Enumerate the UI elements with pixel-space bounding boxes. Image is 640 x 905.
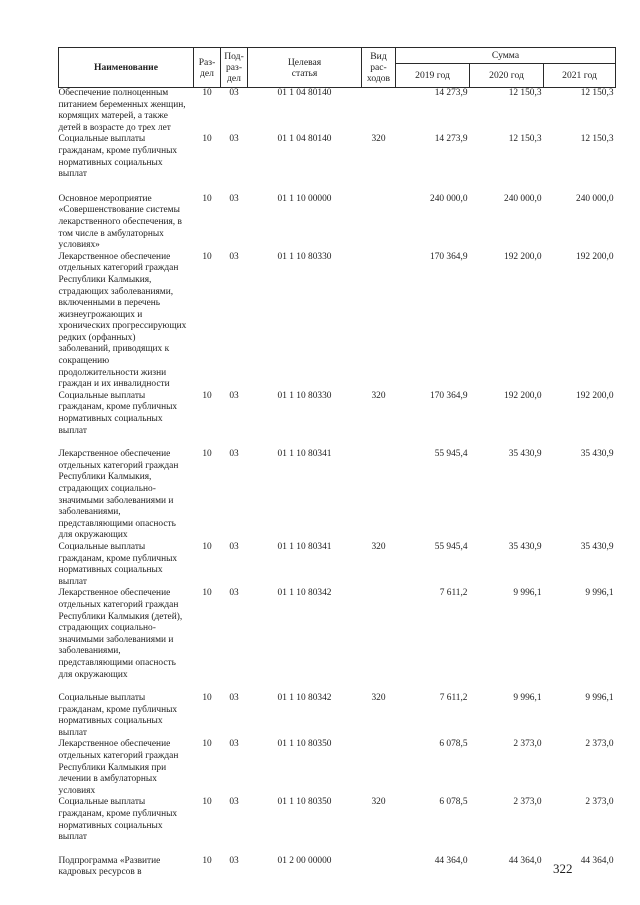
row-name: Лекарственное обеспечение отдельных категорий граждан Республики Калмыкия, страдающих заболеваниями, включенными в перечень жизнеугрожающих и хронических прогрессирующих редких (орфанных) заболеваний, приводящих к сокращению продолжительности жизни граждан и их инвалидности: [58, 251, 187, 390]
header-podrazdel: Под- раз- дел: [221, 48, 248, 88]
row-razdel: 10: [202, 588, 212, 599]
header-summa: Сумма: [396, 48, 616, 64]
row-target: 01 1 10 80341: [277, 449, 332, 460]
row-name: Социальные выплаты гражданам, кроме публичных нормативных социальных выплат: [58, 541, 178, 587]
header-target: Целевая статья: [248, 48, 362, 88]
table-row: [59, 844, 616, 879]
row-amount-2019: 170 364,9: [430, 390, 468, 401]
table-row: [59, 681, 616, 739]
row-vid: [362, 844, 396, 879]
table-row: [59, 588, 616, 681]
row-amount-2021: 240 000,0: [576, 193, 614, 204]
row-target: 01 1 10 80350: [277, 797, 332, 808]
row-podrazdel: 03: [229, 88, 239, 98]
row-target: 01 1 10 80330: [277, 390, 332, 401]
row-amount-2021: 2 373,0: [585, 739, 614, 750]
table-row: [59, 134, 616, 180]
row-amount-2020: 2 373,0: [513, 739, 542, 750]
row-podrazdel: 03: [229, 134, 239, 145]
header-razdel: Раз- дел: [194, 48, 221, 88]
row-podrazdel: 03: [229, 251, 239, 262]
row-amount-2019: 6 078,5: [439, 739, 468, 750]
row-name: Подпрограмма «Развитие кадровых ресурсов в: [58, 855, 161, 878]
table-row: [59, 181, 616, 252]
row-amount-2021: 192 200,0: [576, 251, 614, 262]
row-amount-2019: 170 364,9: [430, 251, 468, 262]
row-amount-2021: 192 200,0: [576, 390, 614, 401]
row-name: Социальные выплаты гражданам, кроме публичных нормативных социальных выплат: [58, 134, 178, 180]
row-vid: [362, 739, 396, 797]
row-amount-2021: 9 996,1: [585, 588, 614, 599]
row-razdel: 10: [202, 855, 212, 866]
row-vid: [362, 252, 396, 391]
row-amount-2021: 12 150,3: [580, 134, 614, 145]
row-name: Лекарственное обеспечение отдельных категорий граждан Республики Калмыкия (детей), страдающих социально-значимыми заболеваниями и заболеваниями, представляющими опасность для окружающих: [58, 588, 183, 680]
table-row: [59, 797, 616, 843]
row-podrazdel: 03: [229, 449, 239, 460]
row-razdel: 10: [202, 797, 212, 808]
row-amount-2020: 35 430,9: [508, 449, 542, 460]
row-target: 01 1 10 80342: [277, 588, 332, 599]
row-podrazdel: 03: [229, 541, 239, 552]
row-podrazdel: 03: [229, 855, 239, 866]
row-vid: 320: [371, 134, 386, 145]
row-vid: 320: [371, 541, 386, 552]
table-row: [59, 391, 616, 437]
row-razdel: 10: [202, 88, 212, 98]
row-name: Социальные выплаты гражданам, кроме публичных нормативных социальных выплат: [58, 693, 178, 738]
row-razdel: 10: [202, 739, 212, 750]
row-amount-2021: 35 430,9: [580, 541, 614, 552]
row-amount-2020: 35 430,9: [508, 541, 542, 552]
row-amount-2019: 14 273,9: [434, 88, 468, 98]
row-amount-2021: 12 150,3: [580, 88, 614, 98]
table-row: [59, 88, 616, 135]
row-target: 01 1 10 80350: [277, 739, 332, 750]
table-row: [59, 252, 616, 391]
row-amount-2020: 2 373,0: [513, 797, 542, 808]
row-podrazdel: 03: [229, 739, 239, 750]
row-podrazdel: 03: [229, 193, 239, 204]
row-amount-2020: 9 996,1: [513, 588, 542, 599]
row-amount-2019: 6 078,5: [439, 797, 468, 808]
row-name: Лекарственное обеспечение отдельных категорий граждан Республики Калмыкия, страдающих социально-значимыми заболеваниями и заболеваниями, представляющими опасность для окружающих: [58, 449, 179, 541]
row-target: 01 1 10 80341: [277, 541, 332, 552]
row-amount-2021: 35 430,9: [580, 449, 614, 460]
table-body: [59, 88, 616, 880]
table-row: [59, 542, 616, 588]
header-year-2020: 2020 год: [470, 64, 544, 88]
header-year-2019: 2019 год: [396, 64, 470, 88]
row-amount-2019: 55 945,4: [434, 449, 468, 460]
row-name: Социальные выплаты гражданам, кроме публичных нормативных социальных выплат: [58, 797, 178, 843]
row-amount-2020: 12 150,3: [508, 88, 542, 98]
row-name: Лекарственное обеспечение отдельных категорий граждан Республики Калмыкия при лечении в амбулаторных условиях: [58, 739, 179, 796]
table-row: [59, 437, 616, 542]
row-amount-2019: 7 611,2: [439, 693, 468, 704]
row-target: 01 1 10 80342: [277, 693, 332, 704]
row-amount-2020: 192 200,0: [504, 390, 542, 401]
table-row: [59, 739, 616, 797]
row-target: 01 1 10 80330: [277, 251, 332, 262]
row-podrazdel: 03: [229, 390, 239, 401]
row-razdel: 10: [202, 693, 212, 704]
row-target: 01 1 10 00000: [277, 193, 332, 204]
row-vid: 320: [371, 693, 386, 704]
header-name: Наименование: [59, 48, 194, 88]
row-amount-2021: 44 364,0: [580, 855, 614, 866]
row-razdel: 10: [202, 541, 212, 552]
row-amount-2020: 44 364,0: [508, 855, 542, 866]
row-razdel: 10: [202, 134, 212, 145]
header-year-2021: 2021 год: [544, 64, 616, 88]
row-name: Основное мероприятие «Совершенствование системы лекарственного обеспечения, в том числе в амбулаторных условиях»: [58, 193, 182, 251]
row-target: 01 1 04 80140: [277, 88, 332, 98]
row-amount-2021: 2 373,0: [585, 797, 614, 808]
row-amount-2019: 55 945,4: [434, 541, 468, 552]
row-amount-2020: 240 000,0: [504, 193, 542, 204]
row-amount-2021: 9 996,1: [585, 693, 614, 704]
row-razdel: 10: [202, 449, 212, 460]
row-amount-2019: 240 000,0: [430, 193, 468, 204]
row-vid: [362, 181, 396, 252]
row-vid: [362, 88, 396, 135]
budget-table: [58, 47, 616, 879]
row-name: Социальные выплаты гражданам, кроме публичных нормативных социальных выплат: [58, 390, 178, 436]
row-podrazdel: 03: [229, 588, 239, 599]
row-podrazdel: 03: [229, 693, 239, 704]
row-podrazdel: 03: [229, 797, 239, 808]
row-target: 01 1 04 80140: [277, 134, 332, 145]
row-vid: [362, 437, 396, 542]
row-target: 01 2 00 00000: [277, 855, 332, 866]
row-amount-2020: 12 150,3: [508, 134, 542, 145]
row-vid: 320: [371, 390, 386, 401]
row-vid: 320: [371, 797, 386, 808]
row-amount-2019: 44 364,0: [434, 855, 468, 866]
row-amount-2019: 7 611,2: [439, 588, 468, 599]
row-razdel: 10: [202, 390, 212, 401]
row-amount-2019: 14 273,9: [434, 134, 468, 145]
page-number: 322: [553, 861, 573, 876]
header-vid: Вид рас- ходов: [362, 48, 396, 88]
row-amount-2020: 192 200,0: [504, 251, 542, 262]
row-name: Обеспечение полноценным питанием беременных женщин, кормящих матерей, а также детей в возрасте до трех лет: [58, 88, 186, 133]
row-razdel: 10: [202, 193, 212, 204]
budget-table-page: [58, 47, 615, 879]
row-amount-2020: 9 996,1: [513, 693, 542, 704]
row-vid: [362, 588, 396, 681]
row-razdel: 10: [202, 251, 212, 262]
